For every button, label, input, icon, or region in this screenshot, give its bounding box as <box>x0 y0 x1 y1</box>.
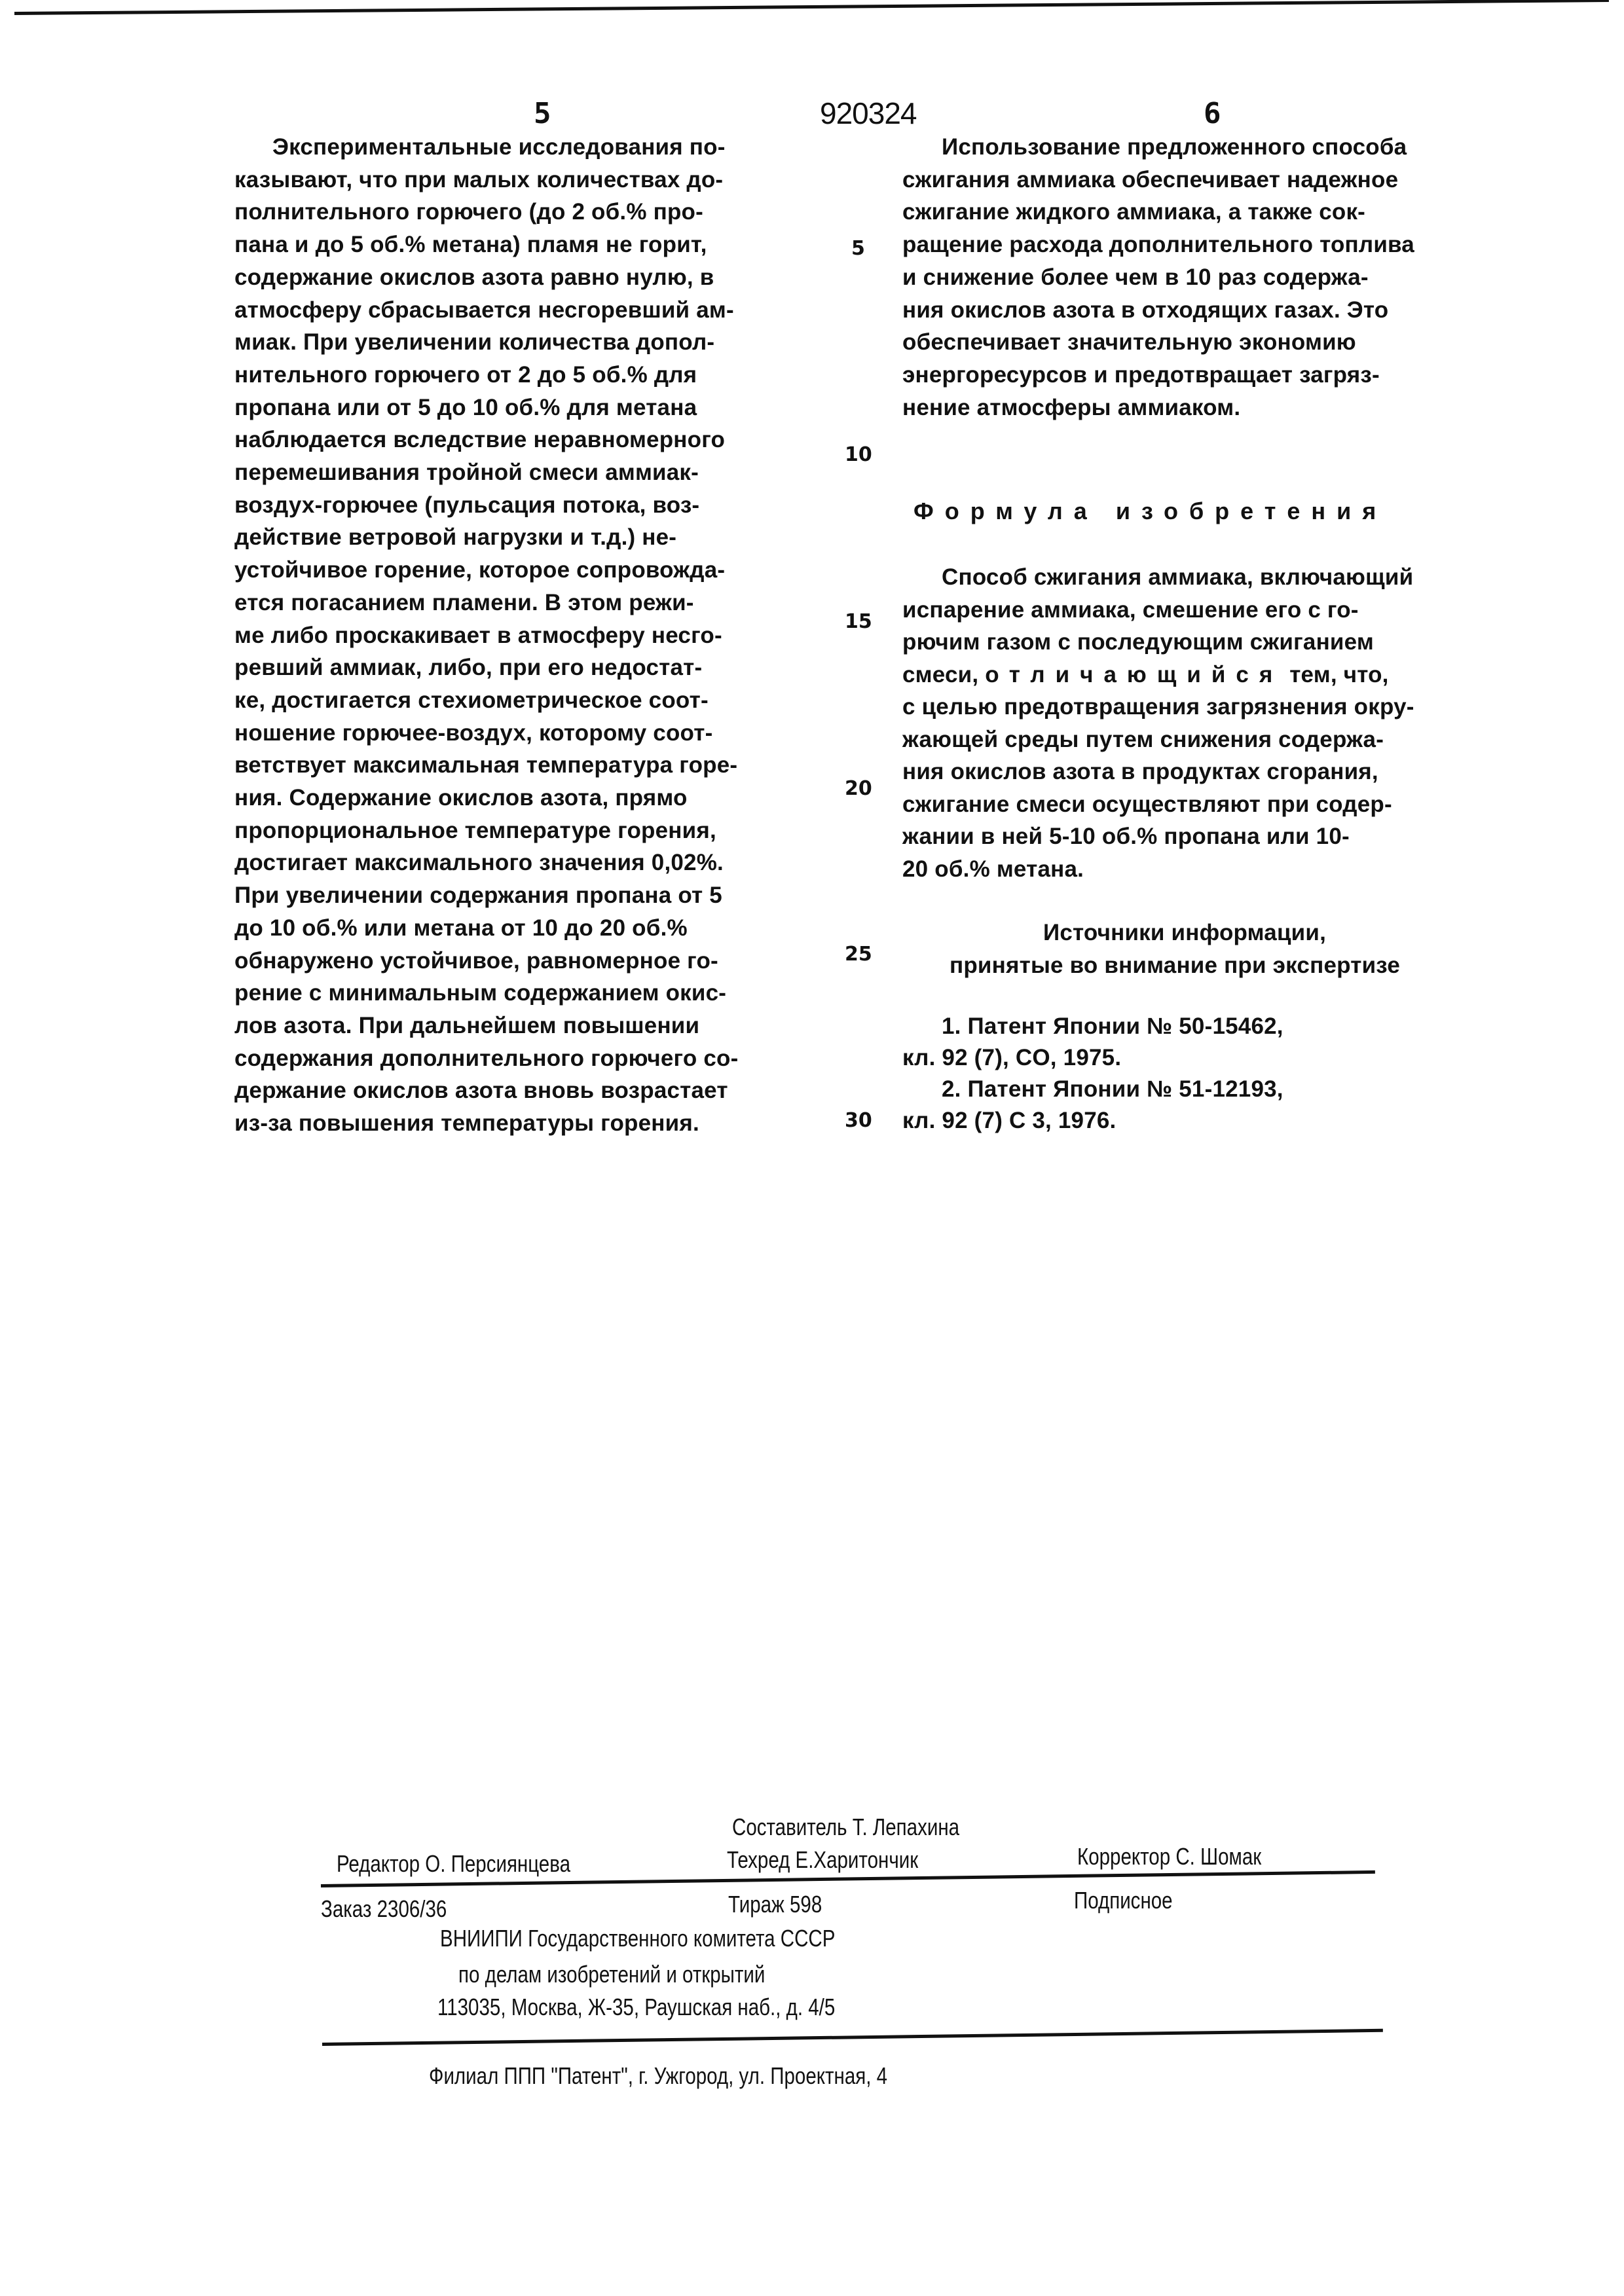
line-number: 5 <box>851 237 865 260</box>
text-line: и снижение более чем в 10 раз содержа- <box>902 264 1369 291</box>
text-line: сжигания аммиака обеспечивает надежное <box>902 167 1398 193</box>
text-line: до 10 об.% или метана от 10 до 20 об.% <box>234 915 688 941</box>
org-line-1: ВНИИПИ Государственного комитета СССР <box>440 1925 835 1952</box>
line-number: 20 <box>845 777 872 800</box>
text-line: нение атмосферы аммиаком. <box>902 395 1240 421</box>
text-line: сжигание жидкого аммиака, а также сок- <box>902 199 1365 225</box>
text-line: ке, достигается стехиометрическое соот- <box>234 687 709 714</box>
text-line: действие ветровой нагрузки и т.д.) не- <box>234 524 676 551</box>
text-line: атмосферу сбрасывается несгоревший ам- <box>234 297 734 323</box>
order-number: Заказ 2306/36 <box>321 1895 447 1923</box>
text-line: из-за повышения температуры горения. <box>234 1110 699 1137</box>
text-line: энергоресурсов и предотвращает загряз- <box>902 362 1380 388</box>
text-line: кл. 92 (7), CO, 1975. <box>902 1045 1121 1071</box>
text-line: содержания дополнительного горючего со- <box>234 1046 738 1072</box>
text-line: кл. 92 (7) С 3, 1976. <box>902 1108 1116 1134</box>
page-number-left: 5 <box>534 97 551 130</box>
text-line: пропорциональное температуре горения, <box>234 818 716 844</box>
subscription: Подписное <box>1074 1887 1173 1914</box>
text-line: рючим газом с последующим сжиганием <box>902 629 1374 655</box>
text-line: ния. Содержание окислов азота, прямо <box>234 785 688 811</box>
text-line: Способ сжигания аммиака, включающий <box>942 564 1413 591</box>
text-line: рение с минимальным содержанием окис- <box>234 980 726 1006</box>
top-rule <box>14 0 1609 15</box>
text-line: Использование предложенного способа <box>942 134 1407 160</box>
line-number: 30 <box>845 1109 872 1132</box>
text-line: сжигание смеси осуществляют при содер- <box>902 792 1392 818</box>
text-line: жающей среды путем снижения содержа- <box>902 727 1384 753</box>
text-line: держание окислов азота вновь возрастает <box>234 1078 728 1104</box>
line-number: 15 <box>845 610 872 633</box>
line-number: 10 <box>845 443 872 466</box>
text-line: Экспериментальные исследования по- <box>272 134 726 160</box>
text-line: пропана или от 5 до 10 об.% для метана <box>234 395 697 421</box>
org-address: 113035, Москва, Ж-35, Раушская наб., д. 4/5 <box>437 1994 835 2021</box>
text-line: Источники информации, <box>1043 920 1326 946</box>
text-line: содержание окислов азота равно нулю, в <box>234 264 714 291</box>
circulation: Тираж 598 <box>728 1891 822 1918</box>
formula-heading: Формула изобретения <box>913 498 1387 525</box>
text-line: ревший аммиак, либо, при его недостат- <box>234 655 702 681</box>
spaced-keyword: отличающийся <box>985 662 1283 687</box>
text-line: с целью предотвращения загрязнения окру- <box>902 694 1414 720</box>
page-number-right: 6 <box>1204 97 1221 130</box>
text-line: казывают, что при малых количествах до- <box>234 167 723 193</box>
text-line: устойчивое горение, которое сопровожда- <box>234 557 725 583</box>
editor: Редактор О. Персиянцева <box>337 1850 570 1878</box>
text-line: 20 об.% метана. <box>902 856 1084 883</box>
text-line: ме либо проскакивает в атмосферу несго- <box>234 623 722 649</box>
techred: Техред Е.Харитончик <box>727 1846 918 1874</box>
text-line: ветствует максимальная температура горе- <box>234 752 737 778</box>
text-line: ния окислов азота в отходящих газах. Это <box>902 297 1388 323</box>
text-line: обеспечивает значительную экономию <box>902 329 1356 355</box>
compiler: Составитель Т. Лепахина <box>732 1813 959 1841</box>
text-line: лов азота. При дальнейшем повышении <box>234 1013 699 1039</box>
text-line: 2. Патент Японии № 51-12193, <box>942 1076 1283 1102</box>
text-line: воздух-горючее (пульсация потока, воз- <box>234 492 699 519</box>
text-line: полнительного горючего (до 2 об.% про- <box>234 199 703 225</box>
text-line: жании в ней 5-10 об.% пропана или 10- <box>902 824 1350 850</box>
text-line: перемешивания тройной смеси аммиак- <box>234 460 699 486</box>
text-line: нительного горючего от 2 до 5 об.% для <box>234 362 697 388</box>
text-line: наблюдается вследствие неравномерного <box>234 427 725 453</box>
branch-address: Филиал ППП "Патент", г. Ужгород, ул. Проектная, 4 <box>429 2062 887 2090</box>
text-line: ется погасанием пламени. В этом режи- <box>234 590 694 616</box>
line-number: 25 <box>845 943 872 966</box>
text-line: 1. Патент Японии № 50-15462, <box>942 1013 1283 1040</box>
text-line: ния окислов азота в продуктах сгорания, <box>902 759 1378 785</box>
org-line-2: по делам изобретений и открытий <box>458 1961 765 1988</box>
text-line: достигает максимального значения 0,02%. <box>234 850 724 876</box>
text-line: миак. При увеличении количества допол- <box>234 329 714 355</box>
text-line: обнаружено устойчивое, равномерное го- <box>234 948 718 974</box>
text-line: ношение горючее-воздух, которому соот- <box>234 720 712 746</box>
patent-number: 920324 <box>820 96 917 131</box>
text-line: пана и до 5 об.% метана) пламя не горит, <box>234 232 707 258</box>
text-line: При увеличении содержания пропана от 5 <box>234 883 722 909</box>
text-line: принятые во внимание при экспертизе <box>950 953 1400 979</box>
colophon-rule-2 <box>322 2029 1383 2046</box>
text-line: испарение аммиака, смешение его с го- <box>902 597 1359 623</box>
corrector: Корректор С. Шомак <box>1077 1843 1261 1870</box>
text-line: смеси, отличающийся тем, что, <box>902 662 1389 688</box>
text-line: ращение расхода дополнительного топлива <box>902 232 1414 258</box>
